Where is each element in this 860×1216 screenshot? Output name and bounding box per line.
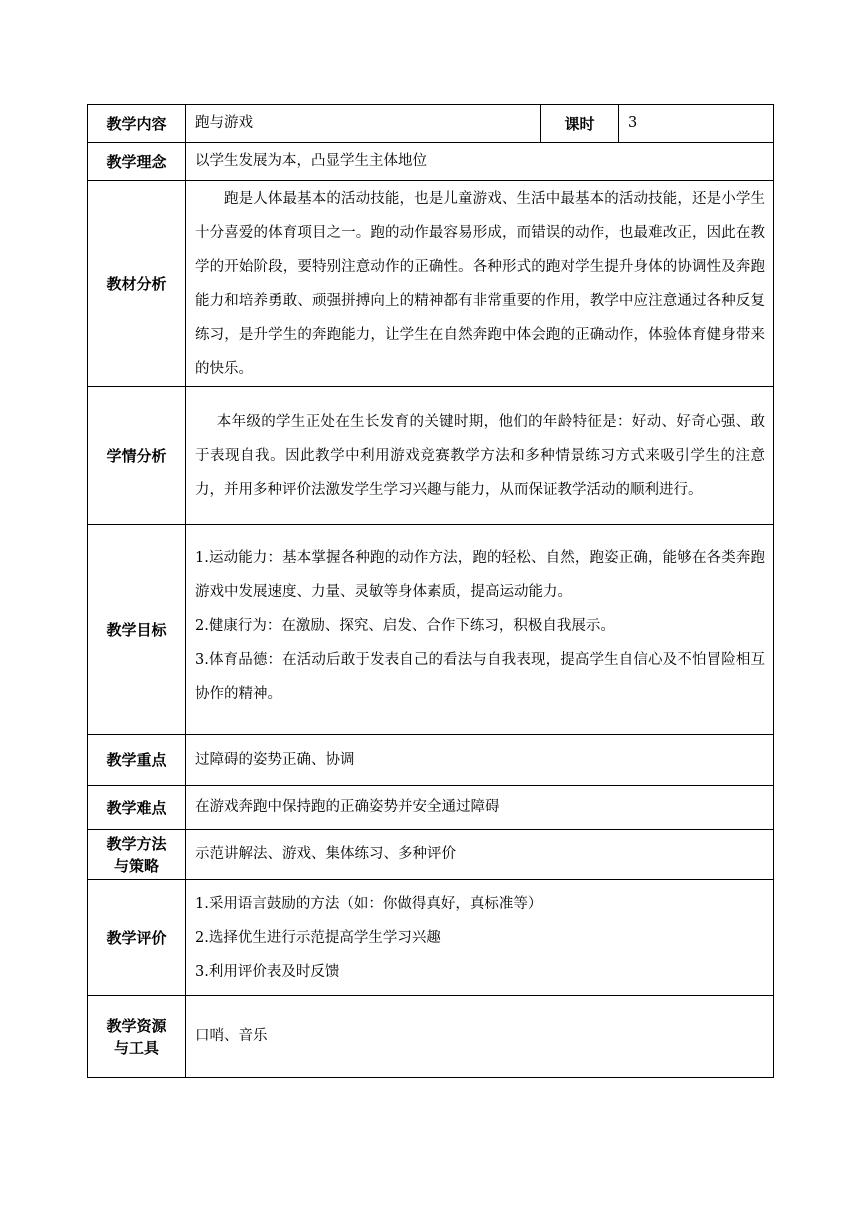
teaching-concept-value: 以学生发展为本，凸显学生主体地位	[186, 143, 774, 181]
row-difficulties	[88, 786, 774, 830]
teaching-content-label: 教学内容	[88, 105, 186, 143]
teaching-content-value: 跑与游戏	[186, 105, 541, 143]
row-evaluation	[88, 880, 774, 996]
methods-value: 示范讲解法、游戏、集体练习、多种评价	[186, 830, 774, 880]
evaluation-item: 2.选择优生进行示范提高学生学习兴趣	[195, 929, 441, 946]
evaluation-item: 1.采用语言鼓励的方法（如：你做得真好，真标准等）	[195, 895, 543, 912]
key-points-label: 教学重点	[88, 735, 186, 786]
lesson-plan-table	[87, 104, 774, 1078]
class-hours-value: 3	[619, 105, 774, 143]
row-learner-analysis	[88, 387, 774, 525]
resources-value: 口哨、音乐	[186, 996, 774, 1078]
row-teaching-concept	[88, 143, 774, 181]
methods-label-line2: 与策略	[113, 856, 159, 875]
material-analysis-label: 教材分析	[88, 181, 186, 387]
difficulties-label: 教学难点	[88, 786, 186, 830]
evaluation-label: 教学评价	[88, 880, 186, 996]
learner-analysis-text: 本年级的学生正处在生长发育的关键时期，他们的年龄特征是：好动、好奇心强、敢于表现自我。因此教学中利用游戏竞赛教学方法和多种情景练习方式来吸引学生的注意力，并用多种评价法激发学生学习兴趣与能力，从而保证教学活动的顺利进行。	[195, 413, 765, 498]
goal-item: 2.健康行为：在激励、探究、启发、合作下练习，积极自我展示。	[195, 618, 615, 634]
key-points-value: 过障碍的姿势正确、协调	[186, 735, 774, 786]
teaching-concept-label: 教学理念	[88, 143, 186, 181]
material-analysis-text: 跑是人体最基本的活动技能，也是儿童游戏、生活中最基本的活动技能，还是小学生十分喜爱的体育项目之一。跑的动作最容易形成，而错误的动作，也最难改正，因此在教学的开始阶段，要特别注意动作的正确性。各种形式的跑对学生提升身体的协调性及奔跑能力和培养勇敢、顽强拼搏向上的精神都有非常重要的作用，教学中应注意通过各种反复练习，是升学生的奔跑能力，让学生在自然奔跑中体会跑的正确动作，体验体育健身带来的快乐。	[195, 190, 765, 377]
goal-item: 3.体育品德：在活动后敢于发表自己的看法与自我表现，提高学生自信心及不怕冒险相互协作的精神。	[195, 652, 765, 702]
row-resources	[88, 996, 774, 1078]
difficulties-value: 在游戏奔跑中保持跑的正确姿势并安全通过障碍	[186, 786, 774, 830]
teaching-goals-label: 教学目标	[88, 525, 186, 735]
learner-analysis-label: 学情分析	[88, 387, 186, 525]
row-methods	[88, 830, 774, 880]
resources-label-line2: 与工具	[113, 1038, 159, 1057]
class-hours-label: 课时	[541, 105, 619, 143]
resources-label-line1: 教学资源	[106, 1016, 167, 1035]
row-teaching-content	[88, 105, 774, 143]
evaluation-item: 3.利用评价表及时反馈	[195, 963, 340, 980]
methods-label-line1: 教学方法	[106, 834, 167, 853]
row-key-points	[88, 735, 774, 786]
goal-item: 1.运动能力：基本掌握各种跑的动作方法，跑的轻松、自然，跑姿正确，能够在各类奔跑游戏中发展速度、力量、灵敏等身体素质，提高运动能力。	[195, 550, 765, 600]
row-teaching-goals	[88, 525, 774, 735]
row-material-analysis	[88, 181, 774, 387]
